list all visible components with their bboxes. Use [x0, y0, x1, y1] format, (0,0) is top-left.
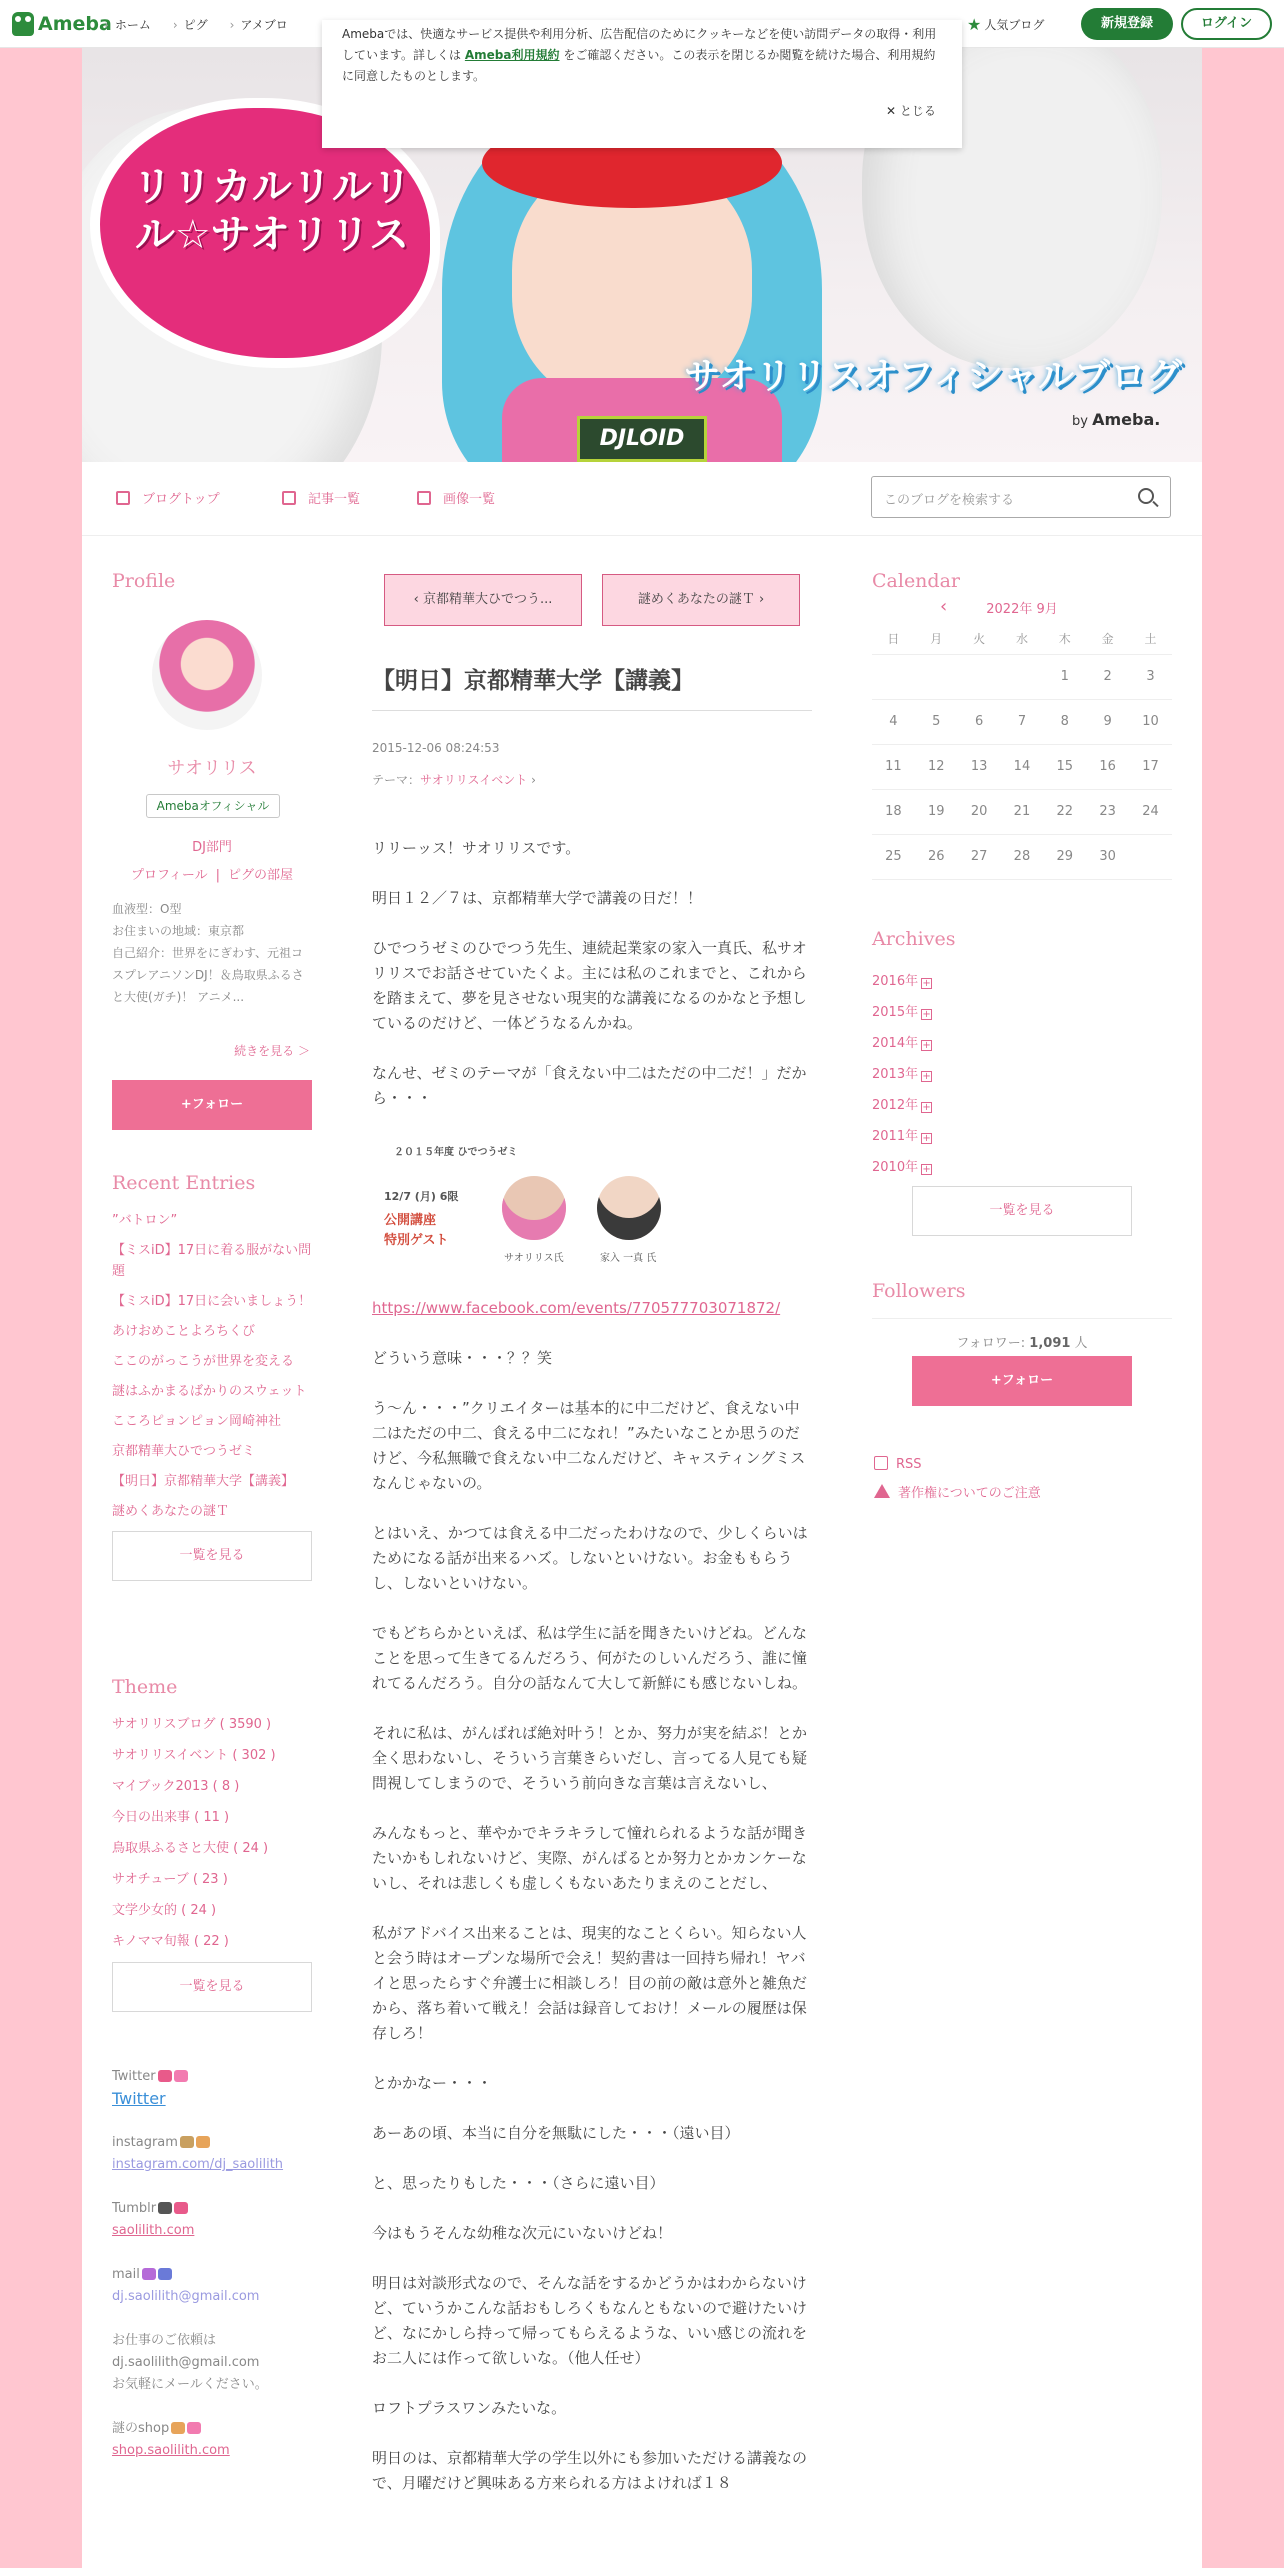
- global-link-pigg[interactable]: › ピグ: [173, 16, 208, 33]
- recent-entry[interactable]: 謎めくあなたの謎Ｔ: [112, 1504, 230, 1519]
- plus-icon[interactable]: +: [922, 1102, 931, 1113]
- calendar-day: 24: [1129, 789, 1172, 834]
- recent-entry[interactable]: 京都精華大ひでつうゼミ: [112, 1444, 256, 1459]
- login-button[interactable]: ログイン: [1181, 8, 1272, 40]
- document-icon: [116, 491, 130, 505]
- instagram-link[interactable]: instagram.com/dj_saolilith: [112, 2157, 284, 2172]
- calendar-day: 20: [958, 789, 1001, 834]
- frog-icon: [12, 12, 34, 36]
- profile-category[interactable]: DJ部門: [192, 840, 232, 855]
- calendar-day: 19: [915, 789, 958, 834]
- calendar-day: 29: [1043, 834, 1086, 879]
- copyright-notice-link[interactable]: 著作権についてのご注意: [874, 1482, 1041, 1501]
- archive-year[interactable]: 2014年 +: [872, 1036, 931, 1051]
- image-text: 家入 一真 氏: [600, 1253, 657, 1264]
- profile-heading: Profile: [112, 570, 176, 592]
- calendar-day: 22: [1043, 789, 1086, 834]
- recent-entries-heading: Recent Entries: [112, 1172, 256, 1194]
- article-image[interactable]: [372, 1136, 672, 1276]
- guest-photo: [597, 1176, 661, 1240]
- global-link-ameblo[interactable]: › アメブロ: [230, 16, 288, 33]
- global-link-home[interactable]: › ホーム: [104, 16, 151, 33]
- recent-entry[interactable]: 謎はふかまるばかりのスウェット: [112, 1384, 307, 1399]
- calendar-day: 23: [1086, 789, 1129, 834]
- calendar-day: 4: [872, 699, 915, 744]
- image-text: 特別ゲスト: [384, 1233, 449, 1248]
- profile-links: プロフィール | ピグの部屋: [130, 868, 294, 883]
- weekday: 月: [915, 624, 958, 654]
- calendar-day: 3: [1129, 654, 1172, 699]
- theme-item[interactable]: 鳥取県ふるさと大使 ( 24 ): [112, 1841, 269, 1856]
- calendar-day: 18: [872, 789, 915, 834]
- paragraph: それに私は、がんばれば絶対叶う！とか、努力が実を結ぶ！とか全く思わないし、そういう言葉きらいだし、言ってる人見ても疑問視してしまうので、そういう前向きな言葉は言えないし、: [372, 1724, 808, 1792]
- instagram-label: instagram: [112, 2132, 332, 2154]
- blog-subnav: [82, 462, 1202, 536]
- cookie-text: Amebaでは、快適なサービス提供や利用分析、広告配信のためにクッキーなどを使い訪問データの取得・利用しています。詳しくは Ameba利用規約 をご確認ください。この表示を閉じるか閲覧を続けた場合、利用規約に同意したものとします。: [342, 27, 937, 83]
- paragraph: リリーッス！サオリリスです。: [372, 839, 581, 857]
- camera-icon: [417, 491, 431, 505]
- calendar-day: 13: [958, 744, 1001, 789]
- subnav-blog-top[interactable]: ブログトップ: [116, 488, 220, 507]
- blog-search-box[interactable]: [871, 476, 1171, 518]
- follow-button[interactable]: +フォロー: [112, 1080, 312, 1130]
- theme-item[interactable]: マイブック2013 ( 8 ): [112, 1779, 240, 1794]
- work-text-1: お仕事のご依頼は: [112, 2333, 217, 2348]
- theme-list: [112, 1676, 312, 2012]
- prev-entry-button[interactable]: ‹ 京都精華大ひでつう...: [384, 574, 582, 626]
- calendar-day: 9: [1086, 699, 1129, 744]
- theme-heading: Theme: [112, 1676, 178, 1698]
- shop-label: 謎のshop: [112, 2418, 332, 2440]
- calendar-day: 14: [1001, 744, 1044, 789]
- archives: [872, 928, 1172, 1187]
- calendar-day: 26: [915, 834, 958, 879]
- followers-follow-button[interactable]: +フォロー: [912, 1356, 1132, 1406]
- weekday: 木: [1043, 624, 1086, 654]
- avatar[interactable]: [152, 620, 262, 730]
- paragraph: なんせ、ゼミのテーマが「食えない中二はただの中二だ！」だから・・・: [372, 1064, 807, 1107]
- plus-icon[interactable]: +: [922, 1164, 931, 1175]
- star-icon: ★: [967, 15, 982, 34]
- recent-entry[interactable]: 【ミスiD】17日に着る服がない問題: [112, 1243, 312, 1279]
- chevron-right-icon: ›: [754, 592, 765, 607]
- search-icon[interactable]: [1138, 488, 1154, 504]
- tumblr-link[interactable]: saolilith.com: [112, 2223, 195, 2238]
- work-text-3: お気軽にメールください。: [112, 2377, 268, 2392]
- official-badge: Amebaオフィシャル: [146, 794, 280, 818]
- calendar-day: 28: [1001, 834, 1044, 879]
- calendar-grid: [872, 624, 1172, 880]
- paragraph: でもどちらかといえば、私は学生に話を聞きたいけどね。どんなことを思って生きてるんだろう、何がたのしいんだろう、誰に憧れてるんだろう。自分の話なんて大して新鮮にも感じないしね。: [372, 1624, 808, 1692]
- article-title: 【明日】京都精華大学【講義】: [372, 664, 812, 711]
- recent-entry[interactable]: 【ミスiD】17日に会いましょう！: [112, 1294, 312, 1309]
- calendar-day: 16: [1086, 744, 1129, 789]
- calendar-day: 10: [1129, 699, 1172, 744]
- theme-see-all-button[interactable]: 一覧を見る: [112, 1962, 312, 2012]
- plus-icon[interactable]: +: [922, 1009, 931, 1020]
- archive-year[interactable]: 2010年 +: [872, 1160, 931, 1175]
- profile-link[interactable]: プロフィール: [130, 868, 208, 883]
- shop-link[interactable]: shop.saolilith.com: [112, 2443, 230, 2458]
- profile-name[interactable]: サオリリス: [167, 758, 257, 779]
- article-body: [372, 836, 812, 2521]
- theme-item[interactable]: サオリリスイベント ( 302 ): [112, 1748, 276, 1763]
- rss-icon: [874, 1456, 888, 1470]
- calendar-day: [958, 654, 1001, 699]
- emoji-icon: [196, 2136, 210, 2148]
- calendar-day: 1: [1043, 654, 1086, 699]
- calendar-day: 11: [872, 744, 915, 789]
- image-text: サオリリス氏: [504, 1253, 564, 1264]
- calendar-day: 12: [915, 744, 958, 789]
- calendar-day: 21: [1001, 789, 1044, 834]
- followers-heading: Followers: [872, 1280, 966, 1302]
- recent-see-all-button[interactable]: 一覧を見る: [112, 1531, 312, 1581]
- paragraph: 明日１２／７は、京都精華大学で講義の日だ！！: [372, 889, 703, 907]
- archive-year[interactable]: 2016年 +: [872, 974, 931, 989]
- archive-year[interactable]: 2012年 +: [872, 1098, 931, 1113]
- image-text: ２０１５年度 ひでつうゼミ: [394, 1147, 518, 1158]
- archives-see-all-button[interactable]: 一覧を見る: [912, 1186, 1132, 1236]
- theme-item[interactable]: サオリリスブログ ( 3590 ): [112, 1717, 272, 1732]
- weekday: 日: [872, 624, 915, 654]
- paragraph: 明日は対談形式なので、そんな話をするかどうかはわからないけど、ていうかこんな話おもしろくもなんともないので避けたいけど、なにかしら持って帰ってもらえるような、いい感じの流れをお二人には作って欲しいな。（他人任せ）: [372, 2274, 808, 2367]
- calendar-month: ‹ 2022年 9月: [940, 596, 1058, 617]
- recent-entry[interactable]: ”バトロン”: [112, 1213, 178, 1228]
- header-blog-title: サオリリスオフィシャルブログ: [684, 356, 1182, 397]
- calendar-day: [872, 654, 915, 699]
- recent-entry[interactable]: あけおめことよろちくび: [112, 1324, 256, 1339]
- theme-item[interactable]: 文学少女的 ( 24 ): [112, 1903, 217, 1918]
- calendar-day: 7: [1001, 699, 1044, 744]
- emoji-icon: [174, 2202, 188, 2214]
- next-entry-button[interactable]: 謎めくあなたの謎Ｔ ›: [602, 574, 800, 626]
- header-by-ameba: by Ameba.: [1072, 410, 1161, 429]
- calendar-day: 30: [1086, 834, 1129, 879]
- plus-icon[interactable]: +: [922, 1040, 931, 1051]
- register-button[interactable]: 新規登録: [1081, 8, 1173, 40]
- paragraph: 明日のは、京都精華大学の学生以外にも参加いただける講義なので、月曜だけど興味ある方来られる方はよければ１８: [372, 2449, 808, 2492]
- subnav-image-list[interactable]: 画像一覧: [417, 488, 495, 507]
- recent-entry[interactable]: 【明日】京都精華大学【講義】: [112, 1474, 295, 1489]
- image-text: 公開講座: [384, 1213, 437, 1228]
- weekday: 金: [1086, 624, 1129, 654]
- article-theme-link[interactable]: サオリリスイベント: [420, 773, 528, 787]
- paragraph: ロフトプラスワンみたいな。: [372, 2399, 567, 2417]
- rss-link[interactable]: RSS: [874, 1456, 922, 1472]
- follower-count: フォロワー: 1,091 人: [956, 1336, 1088, 1351]
- facebook-event-link[interactable]: https://www.facebook.com/events/770577703071872/: [372, 1299, 781, 1317]
- paragraph: どういう意味・・・？？笑: [372, 1349, 553, 1367]
- popular-blog-link[interactable]: ★ 人気ブログ: [967, 15, 1045, 34]
- copy-icon: [282, 491, 296, 505]
- calendar-day: 5: [915, 699, 958, 744]
- calendar-day: 17: [1129, 744, 1172, 789]
- heart-icon: [174, 2070, 188, 2082]
- calendar-day: 15: [1043, 744, 1086, 789]
- work-text-2: dj.saolilith@gmail.com: [112, 2355, 260, 2370]
- recent-entry[interactable]: ここのがっこうが世界を変える: [112, 1354, 295, 1369]
- emoji-icon: [142, 2268, 156, 2280]
- paragraph: とはいえ、かつては食える中二だったわけなので、少しくらいはためになる話が出来るハズ。しないといけない。お金ももらうし、しないといけない。: [372, 1524, 808, 1592]
- paragraph: みんなもっと、華やかでキラキラして憧れられるような話が聞きたいかもしれないけど、実際、がんばるとか努力とかカンケーないし、それは悲しくも虚しくもないあたりまえのことだし、: [372, 1824, 808, 1892]
- theme-item[interactable]: キノママ旬報 ( 22 ): [112, 1934, 229, 1949]
- twitter-label: Twitter: [112, 2066, 332, 2088]
- profile-more-link[interactable]: 続きを見る ＞: [234, 1044, 310, 1058]
- theme-item[interactable]: サオチューブ ( 23 ): [112, 1872, 228, 1887]
- article-theme: テーマ：サオリリスイベント ›: [372, 773, 536, 787]
- plus-icon[interactable]: +: [922, 1133, 931, 1144]
- warning-icon: [874, 1484, 890, 1498]
- tumblr-label: Tumblr: [112, 2198, 332, 2220]
- recent-entry[interactable]: こころピョンピョン岡崎神社: [112, 1414, 282, 1429]
- free-space: [112, 2066, 332, 2484]
- emoji-icon: [158, 2268, 172, 2280]
- cookie-banner: [322, 20, 962, 148]
- emoji-icon: [158, 2070, 172, 2082]
- cookie-close-button[interactable]: ✕ とじる: [886, 104, 936, 118]
- article-date: 2015-12-06 08:24:53: [372, 741, 500, 755]
- profile-info: 血液型：O型 お住まいの地域：東京都 自己紹介：世界をにぎわす、元祖コスプレアニソンDJ！＆鳥取県ふるさと大使(ガチ)！ アニメ...: [112, 902, 304, 1004]
- archives-heading: Archives: [872, 928, 956, 950]
- terms-link[interactable]: Ameba利用規約: [464, 48, 560, 62]
- image-text: 12/7 (月) 6限: [384, 1190, 459, 1203]
- paragraph: ひでつうゼミのひでつう先生、連続起業家の家入一真氏、私サオリリスでお話させていたくよ。主には私のこれまでと、これからを踏まえて、夢を見させない現実的な講義になるのかなと予想しているのだけど、一体どうなるんかね。: [372, 939, 807, 1032]
- calendar-day: 6: [958, 699, 1001, 744]
- global-links: [104, 0, 310, 48]
- chevron-left-icon: ‹: [413, 592, 423, 607]
- calendar-day: 8: [1043, 699, 1086, 744]
- paragraph: と、思ったりもした・・・（さらに遠い目）: [372, 2174, 665, 2192]
- header-splash-text: リリカルリルリル☆サオリリス: [132, 164, 412, 258]
- emoji-icon: [180, 2136, 194, 2148]
- paragraph: とかかなー・・・: [372, 2074, 493, 2092]
- weekday: 土: [1129, 624, 1172, 654]
- archive-year[interactable]: 2011年 +: [872, 1129, 931, 1144]
- mail-link[interactable]: dj.saolilith@gmail.com: [112, 2289, 260, 2304]
- subnav-entry-list[interactable]: 記事一覧: [282, 488, 360, 507]
- pigg-room-link[interactable]: ピグの部屋: [228, 868, 294, 883]
- paragraph: う～ん・・・”クリエイターは基本的に中二だけど、食えない中二はただの中二、食える中二になれ！”みたいなことか思うのだけど、今私無職で食えない中二なんだけど、キャスティングミスなんじゃないの。: [372, 1399, 806, 1492]
- calendar-day: [1001, 654, 1044, 699]
- calendar-day: 27: [958, 834, 1001, 879]
- mail-label: mail: [112, 2264, 332, 2286]
- paragraph: あーあの頃、本当に自分を無駄にした・・・（遠い目）: [372, 2124, 740, 2142]
- chevron-left-icon[interactable]: ‹: [940, 596, 948, 617]
- emoji-icon: [171, 2422, 185, 2434]
- ameba-logo[interactable]: Ameba: [12, 11, 112, 37]
- calendar-day: [915, 654, 958, 699]
- plus-icon[interactable]: +: [922, 978, 931, 989]
- emoji-icon: [187, 2422, 201, 2434]
- paragraph: 私がアドバイス出来ることは、現実的なことくらい。知らない人と会う時はオープンな場所で会え！契約書は一回持ち帰れ！ヤバイと思ったらすぐ弁護士に相談しろ！目の前の敵は意外と雑魚だから、落ち着いて戦え！会話は録音しておけ！メールの履歴は保存しろ！: [372, 1924, 808, 2042]
- emoji-icon: [158, 2202, 172, 2214]
- weekday: 水: [1001, 624, 1044, 654]
- search-input[interactable]: このブログを検索する: [884, 493, 1015, 508]
- calendar-heading: Calendar: [872, 570, 960, 592]
- guest-photo: [502, 1176, 566, 1240]
- recent-entries: [112, 1172, 312, 1581]
- divider: [872, 1318, 1172, 1319]
- twitter-link[interactable]: Twitter: [112, 2089, 166, 2108]
- weekday: 火: [958, 624, 1001, 654]
- archive-year[interactable]: 2013年 +: [872, 1067, 931, 1082]
- calendar-day: [1129, 834, 1172, 879]
- header-tag: DJLOID: [577, 416, 707, 462]
- theme-item[interactable]: 今日の出来事 ( 11 ): [112, 1810, 230, 1825]
- archive-year[interactable]: 2015年 +: [872, 1005, 931, 1020]
- calendar-day: 25: [872, 834, 915, 879]
- plus-icon[interactable]: +: [922, 1071, 931, 1082]
- close-icon: ✕: [886, 104, 900, 118]
- paragraph: 今はもうそんな幼稚な次元にいないけどね！: [372, 2224, 673, 2242]
- calendar-day: 2: [1086, 654, 1129, 699]
